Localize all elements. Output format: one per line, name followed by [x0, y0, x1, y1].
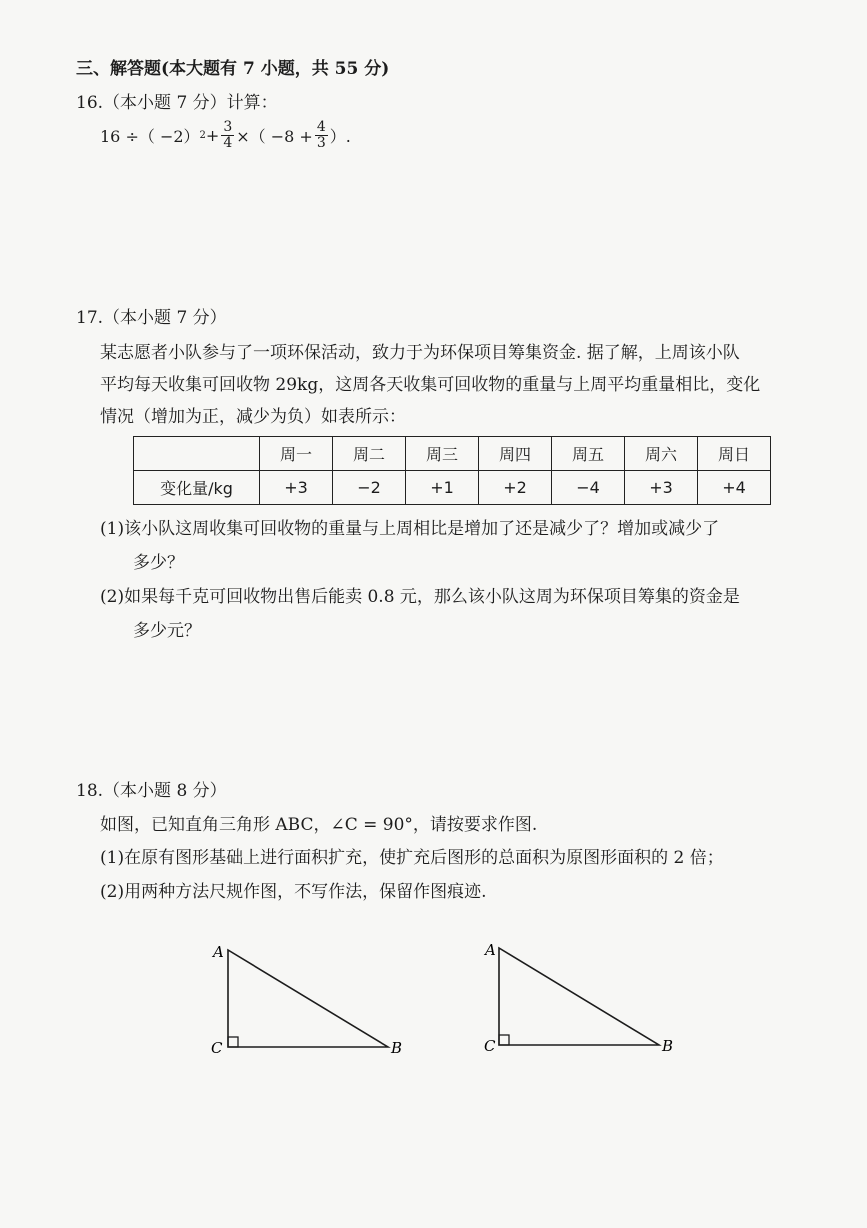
- table-cell: +1: [406, 471, 479, 505]
- q17-sub1-line: 多少？: [133, 553, 184, 573]
- table-cell: +2: [479, 471, 552, 505]
- formula-part3: ×（ −8 +: [236, 127, 313, 146]
- q17-intro-line: 情况（增加为正，减少为负）如表所示：: [100, 407, 406, 427]
- fraction-denominator: 4: [223, 135, 233, 151]
- q17-intro-line: 某志愿者小队参与了一项环保活动，致力于为环保项目筹集资金. 据了解，上周该小队: [100, 343, 740, 363]
- right-angle-mark: [499, 1035, 509, 1045]
- q17-intro-line: 平均每天收集可回收物 29kg，这周各天收集可回收物的重量与上周平均重量相比，变化: [100, 375, 761, 395]
- formula-part4: ）.: [329, 127, 351, 146]
- formula-exponent: 2: [199, 130, 206, 141]
- q18-line: (2)用两种方法尺规作图，不写作法，保留作图痕迹.: [100, 882, 487, 902]
- q16-formula: [100, 120, 351, 151]
- right-triangle-figure-1: [205, 935, 410, 1065]
- vertex-label-b: B: [391, 1039, 403, 1057]
- table-cell: −2: [333, 471, 406, 505]
- vertex-label-c: C: [484, 1037, 496, 1055]
- table-row-label: 变化量/kg: [134, 471, 260, 505]
- right-angle-mark: [228, 1037, 238, 1047]
- table-cell: +4: [698, 471, 771, 505]
- section-title: 三、解答题(本大题有 7 小题，共 55 分): [76, 59, 390, 79]
- table-header-cell: 周日: [698, 437, 771, 471]
- table-header-cell: 周五: [552, 437, 625, 471]
- table-header-cell: 周三: [406, 437, 479, 471]
- table-header-cell: [134, 437, 260, 471]
- q18-header: 18.（本小题 8 分）: [76, 781, 227, 801]
- table-header-cell: 周二: [333, 437, 406, 471]
- table-row: [134, 471, 771, 505]
- q17-sub2-line: 多少元？: [133, 621, 201, 641]
- triangle-abc: [228, 950, 388, 1047]
- right-triangle-figure-2: [476, 935, 681, 1065]
- table-header-cell: 周四: [479, 437, 552, 471]
- table-header-cell: 周一: [260, 437, 333, 471]
- table-header-row: [134, 437, 771, 471]
- triangle-abc: [499, 948, 659, 1045]
- table-cell: +3: [625, 471, 698, 505]
- vertex-label-b: B: [662, 1037, 674, 1055]
- fraction-numerator: 3: [223, 119, 233, 135]
- change-table: [133, 436, 771, 505]
- q17-header: 17.（本小题 7 分）: [76, 308, 227, 328]
- fraction-4-3: [315, 120, 328, 151]
- table-cell: −4: [552, 471, 625, 505]
- q17-sub2-line: (2)如果每千克可回收物出售后能卖 0.8 元，那么该小队这周为环保项目筹集的资金是: [100, 587, 740, 607]
- q18-line: 如图，已知直角三角形 ABC，∠C = 90°，请按要求作图.: [100, 815, 538, 835]
- vertex-label-a: A: [485, 941, 496, 959]
- vertex-label-a: A: [213, 943, 224, 961]
- fraction-denominator: 3: [316, 135, 326, 151]
- formula-part1: 16 ÷（ −2）: [100, 127, 200, 146]
- table-header-cell: 周六: [625, 437, 698, 471]
- q18-line: (1)在原有图形基础上进行面积扩充，使扩充后图形的总面积为原图形面积的 2 倍；: [100, 848, 724, 868]
- fraction-numerator: 4: [316, 119, 326, 135]
- formula-part2: +: [205, 126, 220, 145]
- q17-sub1-line: (1)该小队这周收集可回收物的重量与上周相比是增加了还是减少了？增加或减少了: [100, 519, 720, 539]
- table-cell: +3: [260, 471, 333, 505]
- q16-header: 16.（本小题 7 分）计算：: [76, 93, 278, 113]
- vertex-label-c: C: [211, 1039, 223, 1057]
- fraction-3-4: [221, 120, 234, 151]
